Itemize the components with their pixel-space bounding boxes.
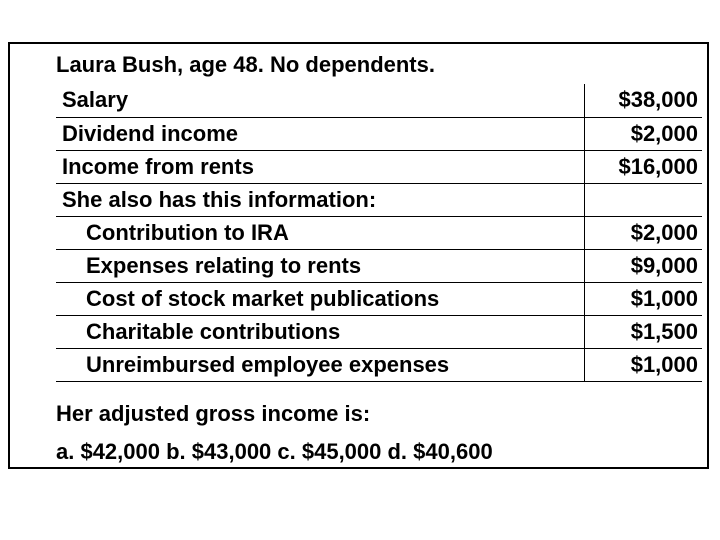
problem-header: Laura Bush, age 48. No dependents. xyxy=(56,52,435,77)
row-label: Salary xyxy=(56,84,584,117)
table-row xyxy=(56,183,702,216)
table-row xyxy=(56,216,702,249)
row-value: $38,000 xyxy=(584,84,702,117)
table-row xyxy=(56,315,702,348)
income-table xyxy=(56,84,702,382)
table-row xyxy=(56,117,702,150)
table-row xyxy=(56,282,702,315)
row-value: $2,000 xyxy=(584,216,702,249)
question-text: Her adjusted gross income is: xyxy=(56,401,371,426)
problem-frame xyxy=(8,42,709,469)
row-value: $16,000 xyxy=(584,150,702,183)
row-value xyxy=(584,183,702,216)
row-label: Unreimbursed employee expenses xyxy=(56,348,584,381)
row-label: Dividend income xyxy=(56,117,584,150)
row-label: Contribution to IRA xyxy=(56,216,584,249)
table-row xyxy=(56,249,702,282)
row-value: $2,000 xyxy=(584,117,702,150)
answer-choices: a. $42,000 b. $43,000 c. $45,000 d. $40,600 xyxy=(56,439,493,464)
row-label: Charitable contributions xyxy=(56,315,584,348)
table-row xyxy=(56,84,702,117)
row-value: $1,000 xyxy=(584,348,702,381)
row-label: Expenses relating to rents xyxy=(56,249,584,282)
row-value: $1,000 xyxy=(584,282,702,315)
table-row xyxy=(56,150,702,183)
row-value: $9,000 xyxy=(584,249,702,282)
row-label: Cost of stock market publications xyxy=(56,282,584,315)
table-row xyxy=(56,348,702,381)
row-value: $1,500 xyxy=(584,315,702,348)
row-label: She also has this information: xyxy=(56,183,584,216)
row-label: Income from rents xyxy=(56,150,584,183)
